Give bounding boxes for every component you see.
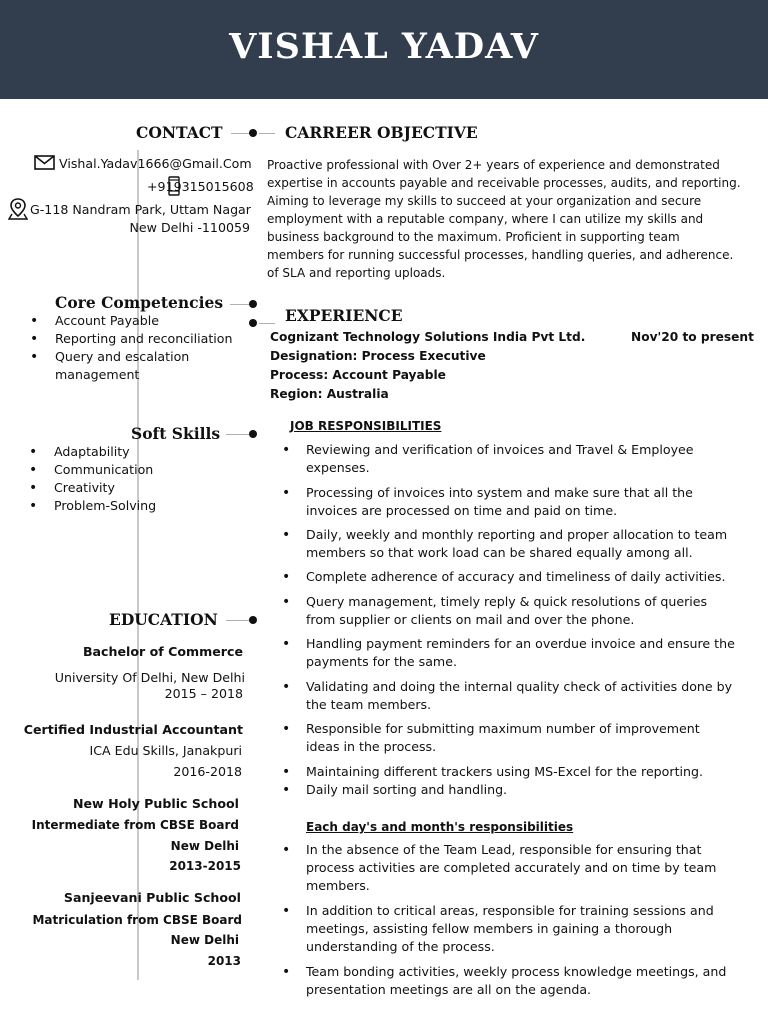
job-responsibilities-heading: JOB RESPONSIBILITIES — [290, 419, 442, 433]
job-item: • Query management, timely reply & quick resolutions of queries from supplier or clients on mail and over the phone. — [306, 593, 761, 629]
objective-line: business background to the maximum. Proficient in supporting team — [267, 230, 680, 244]
edu-line: 2016-2018 — [173, 764, 242, 779]
job-item: • Complete adherence of accuracy and timeliness of daily activities. — [306, 568, 761, 586]
connector — [226, 620, 251, 621]
job-item: • Daily, weekly and monthly reporting and proper allocation to team members so that work load can be shared equally among all. — [306, 526, 761, 562]
edu-line: 2013-2015 — [169, 859, 241, 873]
experience-period: Nov'20 to present — [631, 330, 754, 344]
soft-skill-item: • Communication — [54, 461, 153, 479]
competency-item: • Reporting and reconciliation — [55, 330, 232, 348]
process: Process: Account Payable — [270, 368, 446, 382]
soft-skills-heading: Soft Skills — [131, 424, 221, 443]
timeline-dot — [249, 430, 257, 438]
edu-line: ICA Edu Skills, Janakpuri — [89, 743, 242, 758]
edu-line: New Delhi — [170, 839, 239, 853]
competency-item: • Account Payable — [55, 312, 159, 330]
soft-skill-item: • Problem-Solving — [54, 497, 156, 515]
timeline-dot — [249, 319, 257, 327]
edu-line: 2015 – 2018 — [164, 686, 243, 701]
daily-item: • In the absence of the Team Lead, responsible for ensuring that process activities are completed accurately and on time by team members. — [306, 841, 761, 895]
header-banner — [0, 0, 768, 99]
edu-line: 2013 — [207, 954, 241, 968]
daily-item: • Team bonding activities, weekly process knowledge meetings, and presentation meetings are all on the agenda. — [306, 963, 761, 999]
contact-address-line1: G-118 Nandram Park, Uttam Nagar — [30, 202, 251, 217]
objective-heading: CARREER OBJECTIVE — [285, 123, 478, 142]
timeline-dot — [249, 616, 257, 624]
daily-responsibilities-heading: Each day's and month's responsibilities — [306, 820, 574, 834]
objective-line: Aiming to leverage my skills to succeed at your organization and secure — [267, 194, 702, 208]
objective-line: of SLA and reporting uploads. — [267, 266, 446, 280]
edu-degree: New Holy Public School — [72, 796, 239, 811]
edu-line: Matriculation from CBSE Board — [32, 913, 242, 927]
connector — [259, 133, 275, 134]
edu-degree: Certified Industrial Accountant — [23, 722, 243, 737]
soft-skill-item: • Creativity — [54, 479, 115, 497]
job-item: • Reviewing and verification of invoices and Travel & Employee expenses. — [306, 441, 761, 477]
location-pin-icon — [8, 198, 28, 224]
edu-degree: Bachelor of Commerce — [82, 644, 243, 659]
timeline-dot — [249, 129, 257, 137]
daily-item: • In addition to critical areas, responsible for training sessions and meetings, assisting fellow members in gaining a thorough understanding of the process. — [306, 902, 761, 956]
job-item: • Validating and doing the internal quality check of activities done by the team members. — [306, 678, 761, 714]
contact-address-line2: New Delhi -110059 — [129, 220, 250, 235]
edu-line: University Of Delhi, New Delhi — [54, 670, 245, 685]
connector — [230, 304, 251, 305]
job-item: • Handling payment reminders for an overdue invoice and ensure the payments for the same. — [306, 635, 761, 671]
timeline-line — [137, 150, 139, 980]
mail-icon — [34, 155, 55, 174]
connector — [231, 133, 251, 134]
education-heading: EDUCATION — [109, 610, 218, 629]
objective-line: employment with a reputable company, where I can utilize my skills and — [267, 212, 704, 226]
competency-item: • Query and escalation — [55, 348, 189, 366]
candidate-name: VISHAL YADAV — [229, 26, 539, 67]
edu-degree: Sanjeevani Public School — [63, 890, 241, 905]
objective-line: Proactive professional with Over 2+ years of experience and demonstrated — [267, 158, 720, 172]
contact-phone: +919315015608 — [147, 179, 254, 194]
designation: Designation: Process Executive — [270, 349, 486, 363]
soft-skill-item: • Adaptability — [54, 443, 130, 461]
job-item: • Daily mail sorting and handling. — [306, 781, 761, 799]
contact-heading: CONTACT — [136, 123, 223, 142]
experience-heading: EXPERIENCE — [285, 306, 403, 325]
connector — [226, 434, 251, 435]
contact-email[interactable]: Vishal.Yadav1666@Gmail.Com — [59, 156, 252, 171]
job-item: • Responsible for submitting maximum number of improvement ideas in the process. — [306, 720, 761, 756]
edu-line: Intermediate from CBSE Board — [31, 818, 239, 832]
timeline-dot — [249, 300, 257, 308]
company-name: Cognizant Technology Solutions India Pvt Ltd. — [270, 330, 586, 344]
objective-line: members for running successful processes, handling queries, and adherence. — [267, 248, 734, 262]
competencies-heading: Core Competencies — [55, 293, 224, 312]
phone-icon — [168, 176, 180, 200]
region: Region: Australia — [270, 387, 389, 401]
connector — [259, 323, 275, 324]
objective-text — [267, 156, 763, 282]
job-item: • Maintaining different trackers using MS-Excel for the reporting. — [306, 763, 761, 781]
competency-item-cont: management — [55, 367, 140, 382]
job-item: • Processing of invoices into system and make sure that all the invoices are processed on time and paid on time. — [306, 484, 761, 520]
edu-line: New Delhi — [170, 933, 239, 947]
objective-line: expertise in accounts payable and receivable processes, audits, and reporting. — [267, 176, 741, 190]
